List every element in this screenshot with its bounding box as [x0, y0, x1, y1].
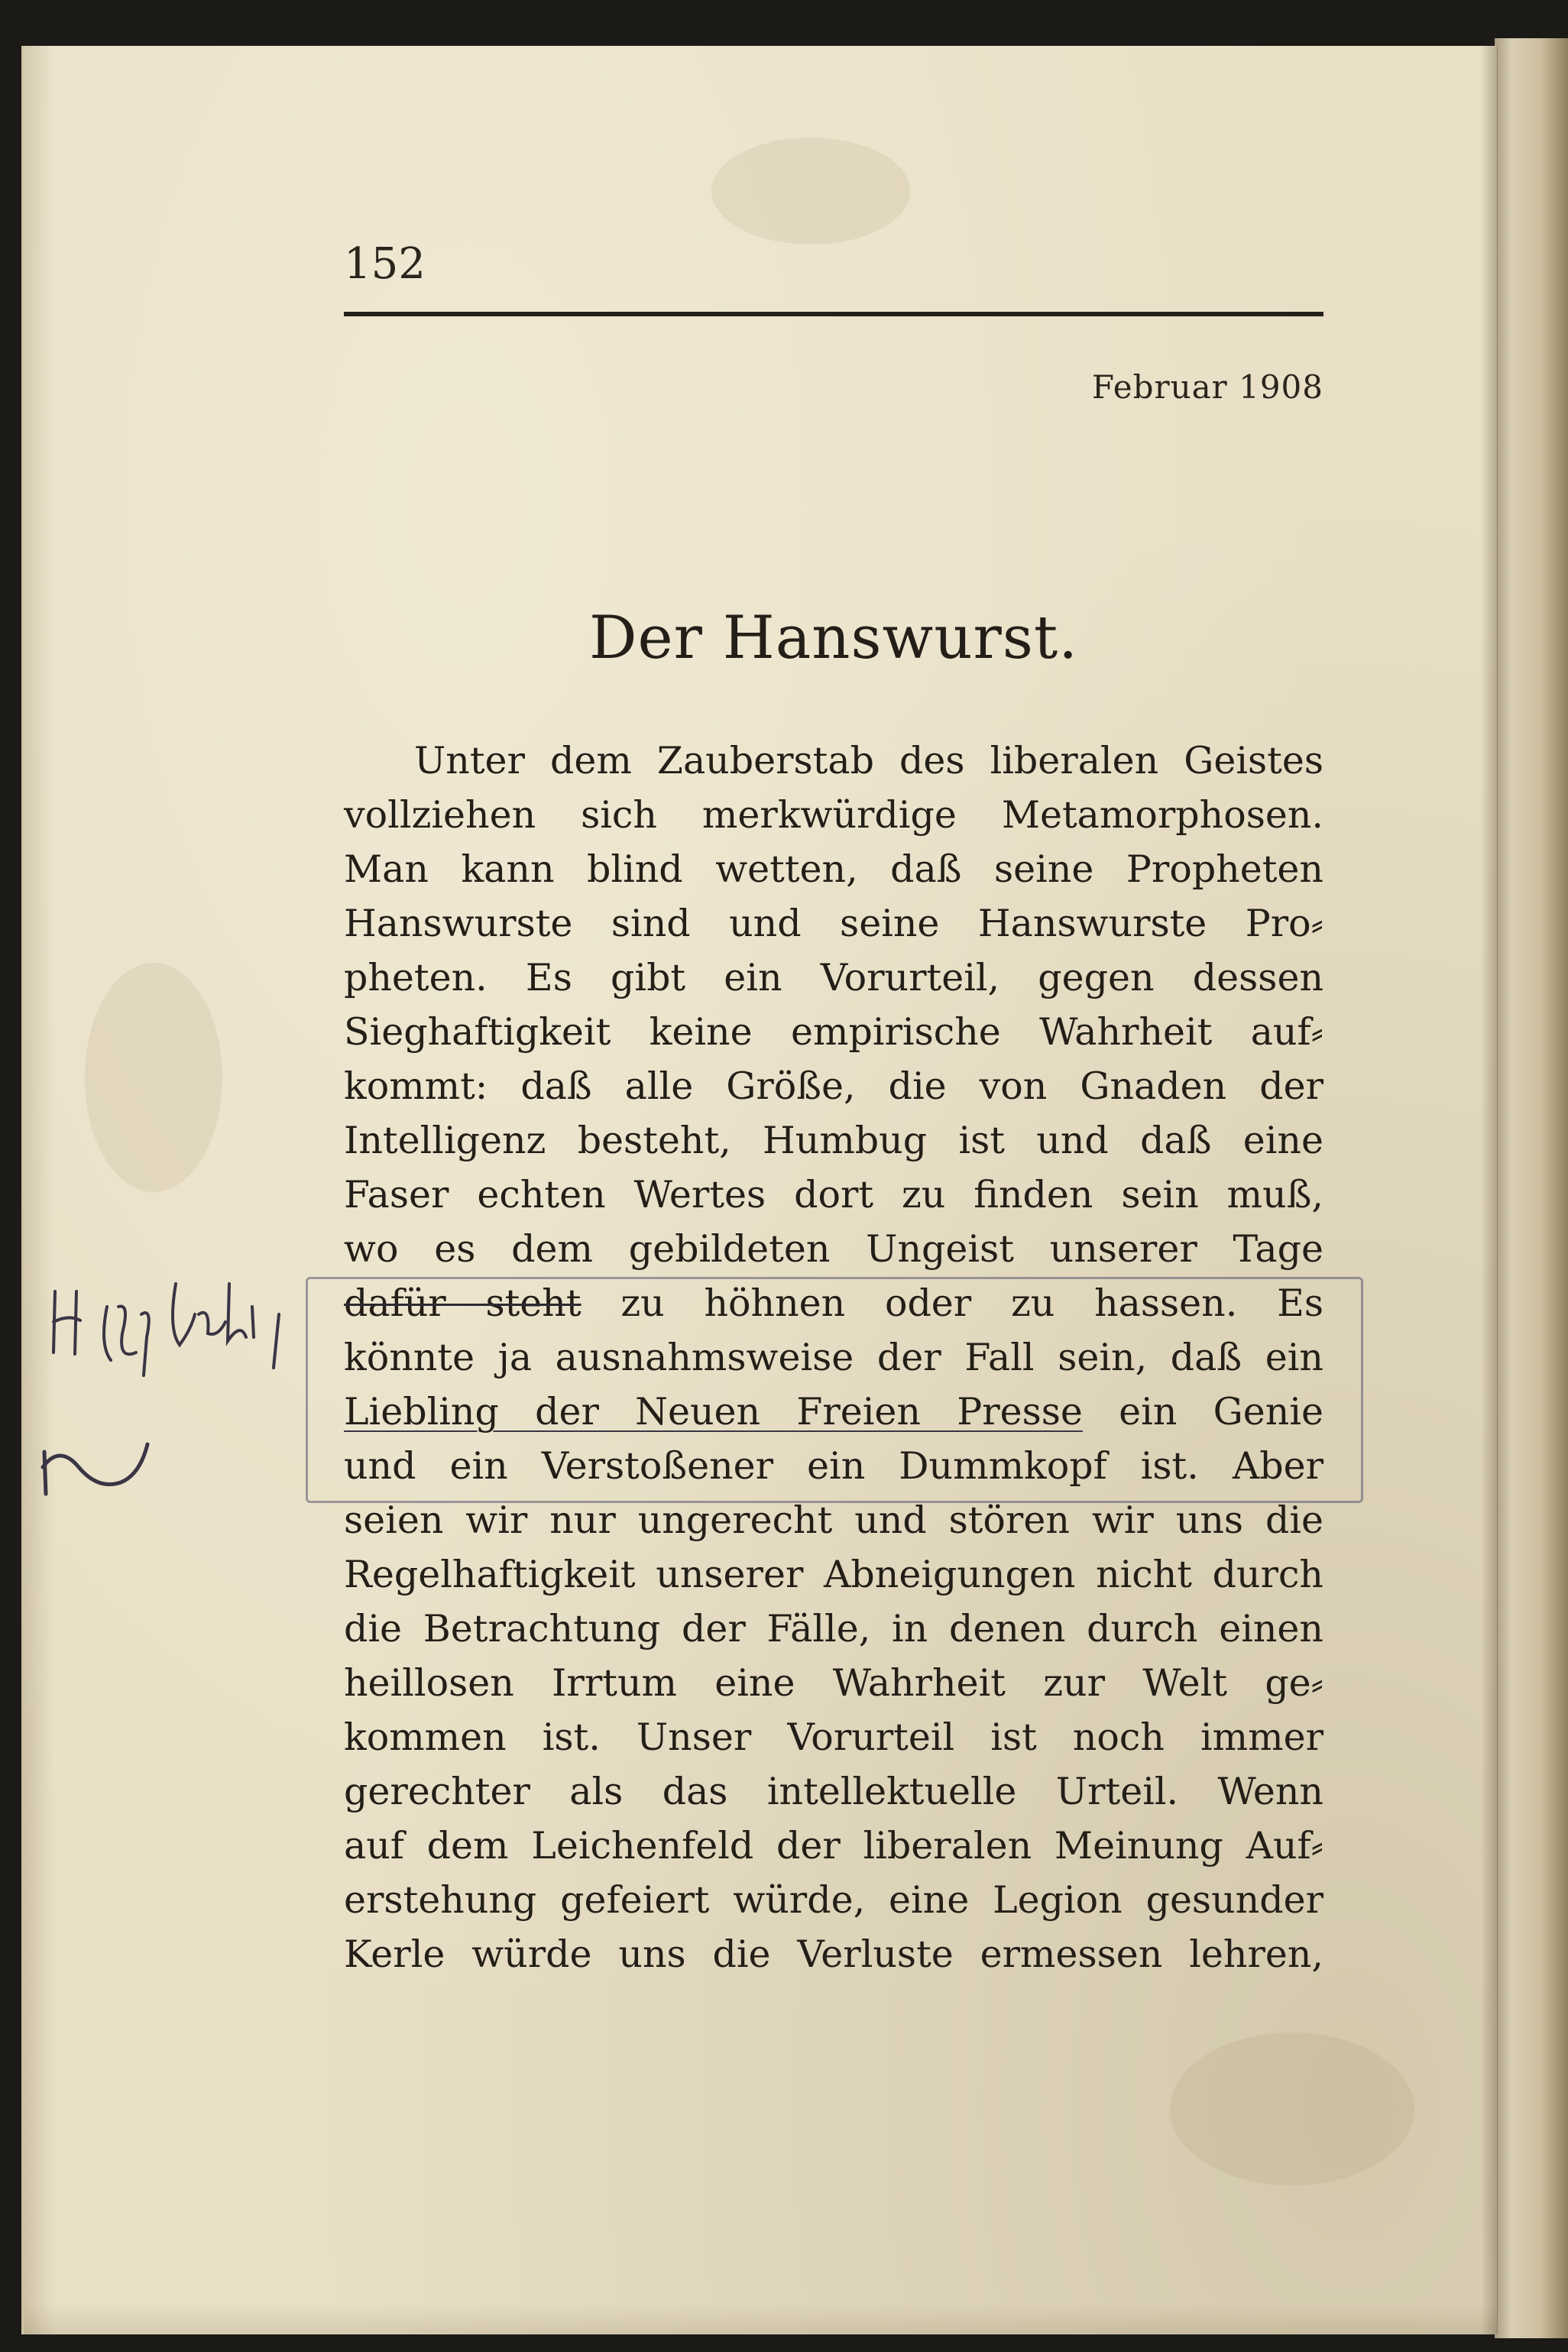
text-line: pheten. Es gibt ein Vorurteil, gegen dessen — [344, 956, 1323, 999]
underlined-text: Liebling der Neuen Freien Presse — [344, 1390, 1083, 1434]
paper-stain — [711, 138, 910, 245]
text-line: erstehung gefeiert würde, eine Legion gesunder — [344, 1878, 1323, 1922]
text-line: kommt: daß alle Größe, die von Gnaden der — [344, 1064, 1323, 1108]
date-line: Februar 1908 — [1091, 368, 1323, 406]
text-line-with-underline — [344, 1385, 1323, 1439]
body-text — [344, 734, 1323, 1981]
text-fragment: ein Genie — [1119, 1390, 1324, 1434]
text-line: Man kann blind wetten, daß seine Propheten — [344, 847, 1323, 891]
text-line: und ein Verstoßener ein Dummkopf ist. Aber — [344, 1444, 1323, 1488]
text-line: heillosen Irrtum eine Wahrheit zur Welt ge⸗ — [344, 1661, 1323, 1705]
gutter-shadow — [1481, 46, 1498, 2334]
text-line: könnte ja ausnahmsweise der Fall sein, daß ein — [344, 1336, 1323, 1379]
paper-stain — [1170, 2033, 1414, 2185]
text-line: seien wir nur ungerecht und stören wir uns die — [344, 1498, 1323, 1542]
text-line: Unter dem Zauberstab des liberalen Geistes — [414, 739, 1323, 782]
text-line: wo es dem gebildeten Ungeist unserer Tage — [344, 1227, 1323, 1271]
chapter-title: Der Hanswurst. — [588, 604, 1079, 672]
struck-text: dafür steht — [344, 1281, 582, 1325]
text-line: Faser echten Wertes dort zu finden sein muß, — [344, 1173, 1323, 1216]
text-line: auf dem Leichenfeld der liberalen Meinung Auf⸗ — [344, 1824, 1323, 1868]
adjacent-page-edge — [1495, 38, 1568, 2338]
text-line: Intelligenz besteht, Humbug ist und daß eine — [344, 1119, 1323, 1162]
text-line: Sieghaftigkeit keine empirische Wahrheit auf⸗ — [344, 1010, 1323, 1054]
text-line: kommen ist. Unser Vorurteil ist noch immer — [344, 1715, 1323, 1759]
handwritten-tilde-mark — [37, 1421, 159, 1505]
text-line-with-deletion — [344, 1276, 1323, 1330]
handwritten-margin-note — [46, 1261, 298, 1383]
text-line: vollziehen sich merkwürdige Metamorphosen. — [344, 793, 1323, 837]
text-line: gerechter als das intellektuelle Urteil. Wenn — [344, 1770, 1323, 1813]
text-line: Regelhaftigkeit unserer Abneigungen nicht durch — [344, 1553, 1323, 1596]
text-fragment: zu höhnen oder zu hassen. Es — [620, 1281, 1323, 1325]
text-line: Kerle würde uns die Verluste ermessen lehren, — [344, 1932, 1323, 1976]
page-number: 152 — [344, 239, 426, 289]
text-line: Hanswurste sind und seine Hanswurste Pro⸗ — [344, 902, 1323, 945]
text-line: die Betrachtung der Fälle, in denen durch einen — [344, 1607, 1323, 1651]
paper-stain — [85, 963, 222, 1192]
header-rule — [344, 312, 1323, 316]
